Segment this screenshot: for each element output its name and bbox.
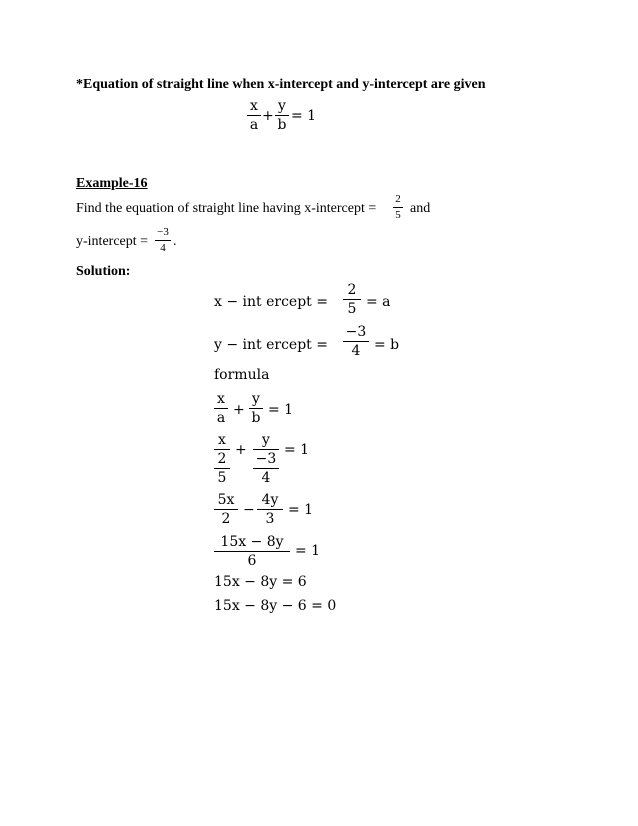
formula-label: formula: [214, 367, 270, 383]
solution-yint-rhs: = b: [374, 337, 400, 353]
step-result: 15x − 8y = 6: [214, 574, 307, 590]
f1-num1: x: [217, 391, 225, 407]
solution-xint-rhs: = a: [366, 294, 391, 310]
example-line2: y-intercept =: [76, 234, 149, 249]
section-title: *Equation of straight line when x-intercept and y-intercept are given: [76, 77, 486, 92]
f2-den1a: 2: [217, 451, 227, 467]
f2-op: +: [235, 442, 247, 458]
final-equation: 15x − 8y − 6 = 0: [214, 598, 337, 614]
f3-op: −: [243, 502, 255, 518]
solution-yint-label: y − int ercept =: [214, 337, 328, 353]
f2-den1b: 5: [217, 470, 227, 486]
f4-num: 15x − 8y: [220, 534, 284, 550]
example-xint-num: 2: [395, 193, 401, 205]
solution-xint-den: 5: [347, 301, 357, 317]
f3-den2: 3: [265, 511, 275, 527]
solution-heading: Solution:: [76, 264, 131, 279]
f4-rhs: = 1: [295, 543, 321, 559]
f1-num2: y: [252, 391, 260, 407]
solution-yint-num: −3: [345, 324, 367, 340]
example-line1: Find the equation of straight line having x-intercept =: [76, 201, 377, 216]
formula-a: a: [249, 117, 259, 133]
example-period: .: [173, 234, 177, 249]
solution-yint-den: 4: [351, 343, 361, 359]
example-and: and: [410, 201, 431, 216]
example-yint-den: 4: [160, 242, 166, 254]
formula-y: y: [278, 98, 286, 114]
f1-den1: a: [216, 410, 226, 426]
f2-rhs: = 1: [284, 442, 310, 458]
formula-b: b: [277, 117, 287, 133]
f4-den: 6: [247, 553, 257, 569]
example-xint-den: 5: [395, 209, 401, 221]
f2-num2: y: [262, 432, 270, 448]
formula-x: x: [250, 98, 258, 114]
f2-num1: x: [218, 432, 226, 448]
solution-xint-label: x − int ercept =: [214, 294, 328, 310]
f2-den2b: 4: [261, 470, 271, 486]
example-heading: Example-16: [76, 176, 148, 191]
f1-op: +: [233, 402, 245, 418]
f3-den1: 2: [221, 511, 231, 527]
f2-den2a: −3: [255, 451, 277, 467]
formula-plus: +: [262, 108, 274, 124]
example-yint-num: −3: [157, 226, 169, 238]
f3-num1: 5x: [217, 492, 235, 508]
solution-xint-num: 2: [347, 282, 357, 298]
f1-rhs: = 1: [268, 402, 294, 418]
f3-num2: 4y: [261, 492, 279, 508]
f1-den2: b: [251, 410, 261, 426]
formula-rhs: = 1: [291, 108, 317, 124]
f3-rhs: = 1: [288, 502, 314, 518]
